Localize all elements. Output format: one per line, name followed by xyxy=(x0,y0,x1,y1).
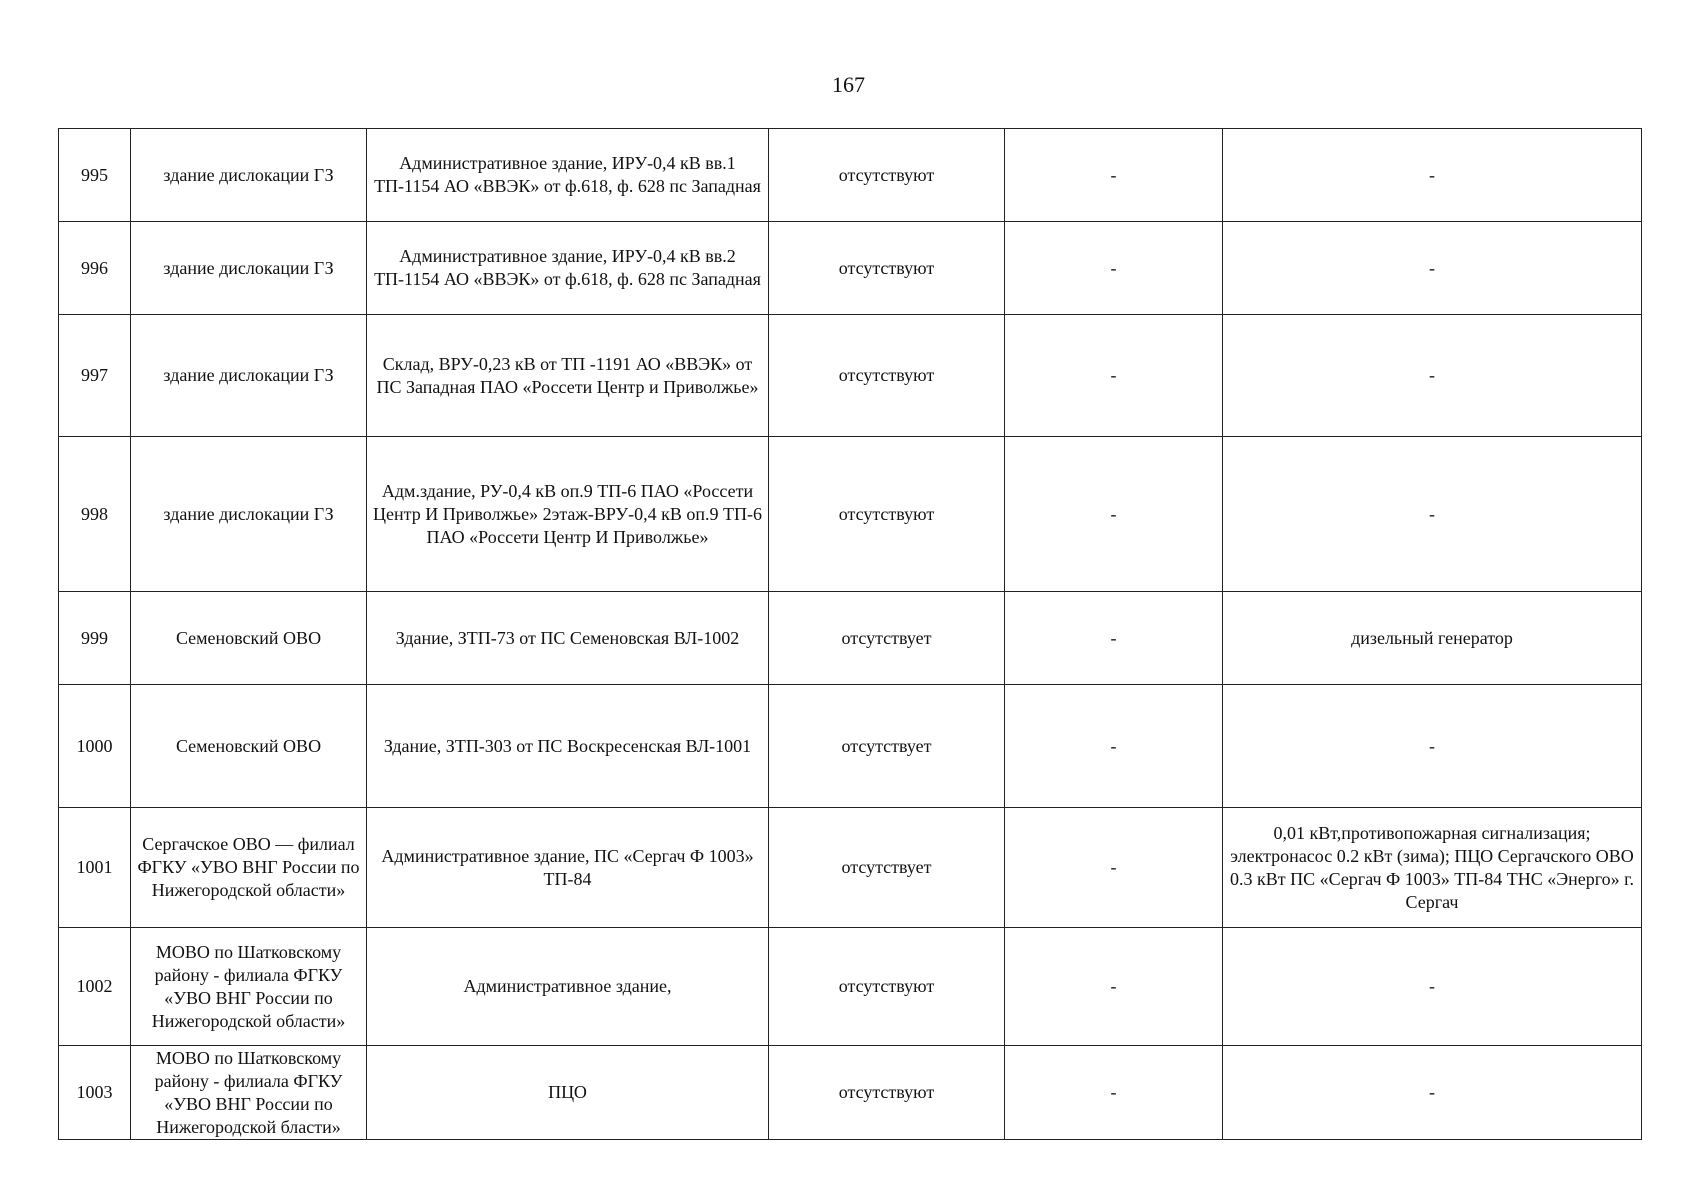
column-5-cell: - xyxy=(1005,437,1223,592)
row-number-cell: 1002 xyxy=(59,928,131,1046)
table-row xyxy=(59,315,1642,437)
reserve-source-cell: отсутствует xyxy=(769,808,1005,928)
column-6-cell: - xyxy=(1223,928,1642,1046)
table-row xyxy=(59,928,1642,1046)
column-6-cell: - xyxy=(1223,437,1642,592)
table-row xyxy=(59,437,1642,592)
row-number-cell: 996 xyxy=(59,222,131,315)
column-5-cell: - xyxy=(1005,315,1223,437)
column-6-cell: - xyxy=(1223,129,1642,222)
object-cell: Административное здание, xyxy=(367,928,769,1046)
table-row xyxy=(59,1046,1642,1140)
column-5-cell: - xyxy=(1005,222,1223,315)
reserve-source-cell: отсутствует xyxy=(769,685,1005,808)
reserve-source-cell: отсутствуют xyxy=(769,129,1005,222)
column-5-cell: - xyxy=(1005,592,1223,685)
column-5-cell: - xyxy=(1005,928,1223,1046)
object-cell: Административное здание, ИРУ-0,4 кВ вв.2 ТП-1154 АО «ВВЭК» от ф.618, ф. 628 пс Западная xyxy=(367,222,769,315)
object-cell: Здание, ЗТП-303 от ПС Воскресенская ВЛ-1001 xyxy=(367,685,769,808)
organization-cell: МОВО по Шатковскому району - филиала ФГКУ «УВО ВНГ России по Нижегородской области» xyxy=(131,928,367,1046)
object-cell: ПЦО xyxy=(367,1046,769,1140)
column-6-cell: - xyxy=(1223,315,1642,437)
organization-cell: Сергачское ОВО — филиал ФГКУ «УВО ВНГ России по Нижегородской области» xyxy=(131,808,367,928)
row-number-cell: 1003 xyxy=(59,1046,131,1140)
row-number-cell: 995 xyxy=(59,129,131,222)
object-cell: Административное здание, ИРУ-0,4 кВ вв.1 ТП-1154 АО «ВВЭК» от ф.618, ф. 628 пс Западная xyxy=(367,129,769,222)
reserve-source-cell: отсутствуют xyxy=(769,928,1005,1046)
table-row xyxy=(59,222,1642,315)
reserve-source-cell: отсутствуют xyxy=(769,315,1005,437)
column-6-cell: - xyxy=(1223,222,1642,315)
row-number-cell: 1000 xyxy=(59,685,131,808)
column-6-cell: - xyxy=(1223,1046,1642,1140)
row-number-cell: 997 xyxy=(59,315,131,437)
organization-cell: Семеновский ОВО xyxy=(131,592,367,685)
organization-cell: МОВО по Шатковскому району - филиала ФГКУ «УВО ВНГ России по Нижегородской бласти» xyxy=(131,1046,367,1140)
column-6-cell: - xyxy=(1223,685,1642,808)
column-6-cell: дизельный генератор xyxy=(1223,592,1642,685)
organization-cell: здание дислокации ГЗ xyxy=(131,437,367,592)
reserve-source-cell: отсутствуют xyxy=(769,437,1005,592)
object-cell: Административное здание, ПС «Сергач Ф 1003» ТП-84 xyxy=(367,808,769,928)
row-number-cell: 998 xyxy=(59,437,131,592)
reserve-source-cell: отсутствуют xyxy=(769,222,1005,315)
table-row xyxy=(59,592,1642,685)
table-row xyxy=(59,808,1642,928)
organization-cell: здание дислокации ГЗ xyxy=(131,129,367,222)
organization-cell: Семеновский ОВО xyxy=(131,685,367,808)
reserve-source-cell: отсутствует xyxy=(769,592,1005,685)
column-5-cell: - xyxy=(1005,1046,1223,1140)
power-supply-table xyxy=(58,128,1642,1140)
column-5-cell: - xyxy=(1005,685,1223,808)
object-cell: Адм.здание, РУ-0,4 кВ оп.9 ТП-6 ПАО «Россети Центр И Приволжье» 2этаж-ВРУ-0,4 кВ оп.9 ТП-6 ПАО «Россети Центр И Приволжье» xyxy=(367,437,769,592)
column-6-cell: 0,01 кВт,противопожарная сигнализация; электронасос 0.2 кВт (зима); ПЦО Сергачского ОВО 0.3 кВт ПС «Сергач Ф 1003» ТП-84 ТНС «Энерго» г. Сергач xyxy=(1223,808,1642,928)
reserve-source-cell: отсутствуют xyxy=(769,1046,1005,1140)
column-5-cell: - xyxy=(1005,808,1223,928)
page-number: 167 xyxy=(832,72,865,97)
table-row xyxy=(59,685,1642,808)
object-cell: Здание, ЗТП-73 от ПС Семеновская ВЛ-1002 xyxy=(367,592,769,685)
object-cell: Склад, ВРУ-0,23 кВ от ТП -1191 АО «ВВЭК» от ПС Западная ПАО «Россети Центр и Приволжье» xyxy=(367,315,769,437)
table-row xyxy=(59,129,1642,222)
organization-cell: здание дислокации ГЗ xyxy=(131,222,367,315)
organization-cell: здание дислокации ГЗ xyxy=(131,315,367,437)
row-number-cell: 1001 xyxy=(59,808,131,928)
row-number-cell: 999 xyxy=(59,592,131,685)
column-5-cell: - xyxy=(1005,129,1223,222)
